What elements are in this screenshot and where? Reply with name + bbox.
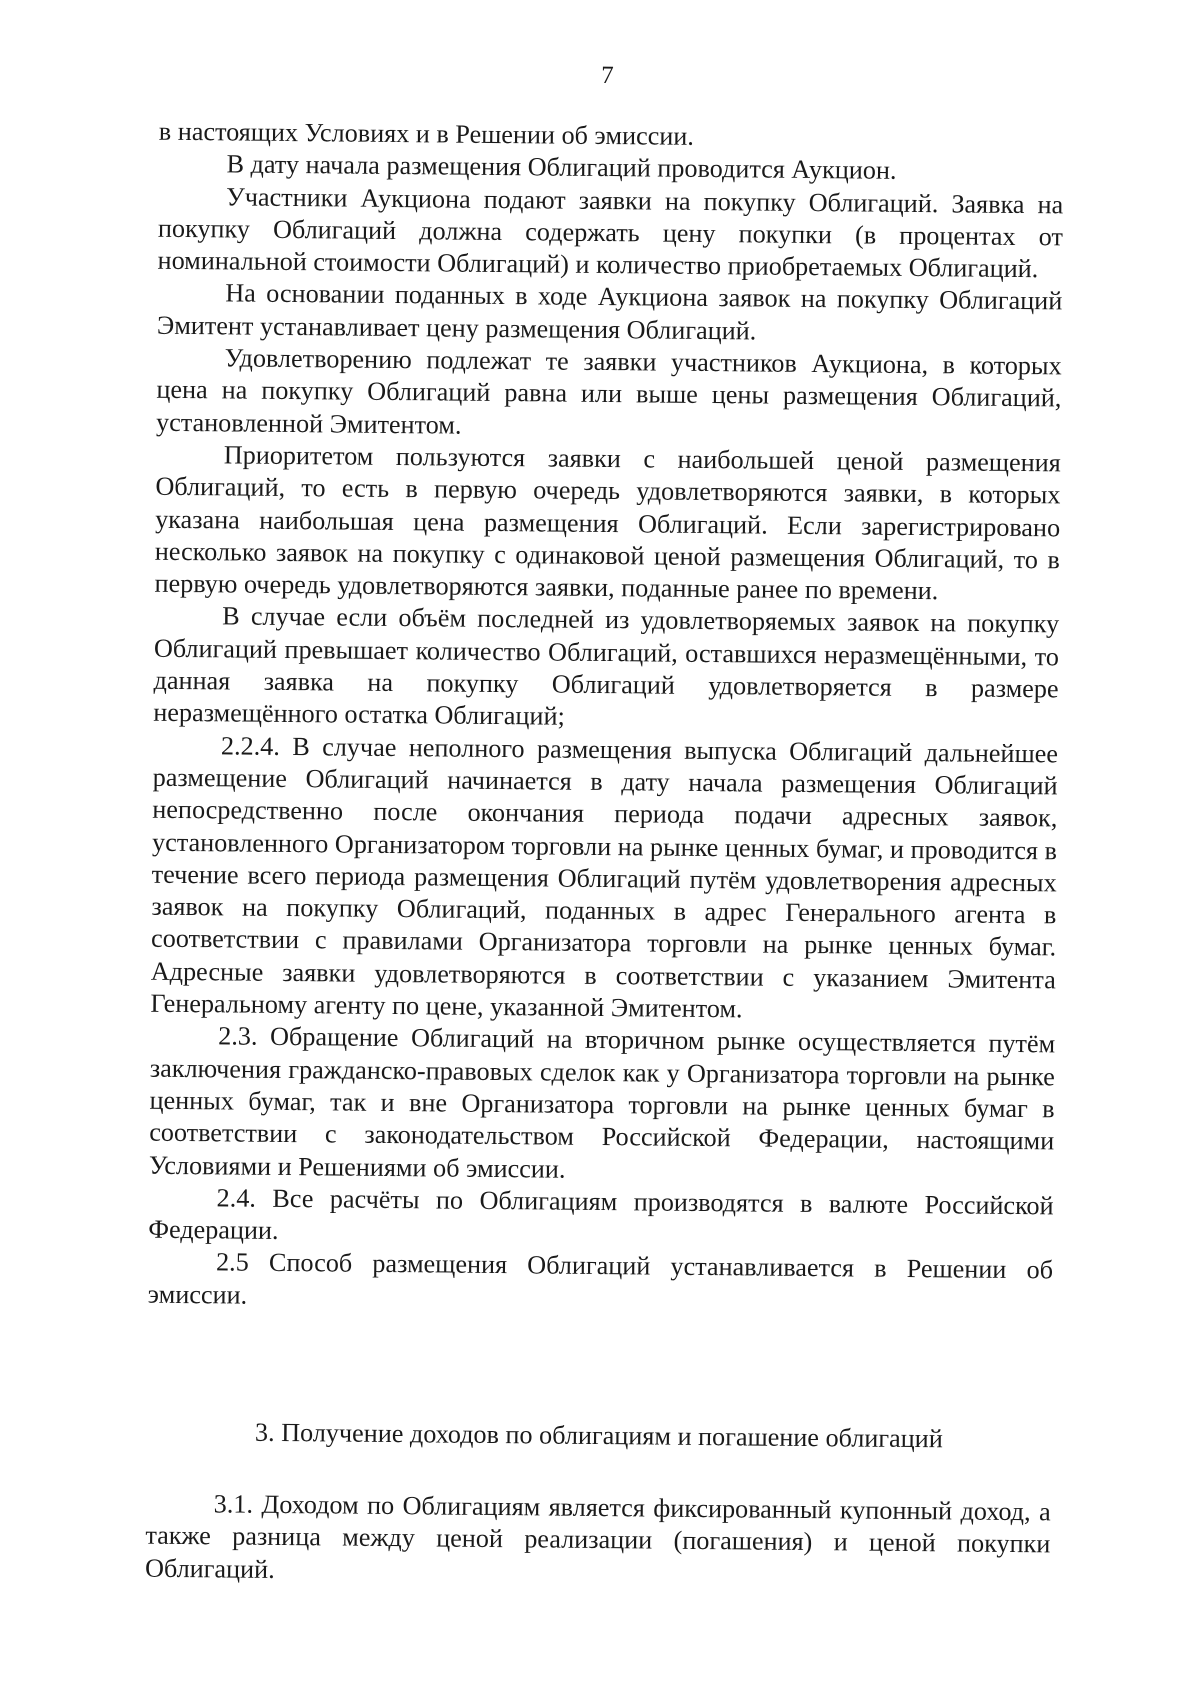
paragraph: В случае если объём последней из удовлетворяемых заявок на покупку Облигаций превышает количество Облигаций, оставшихся неразмещёнными, то данная заявка на покупку Облигаций удовлетворяется в размере неразмещённого остатка Облигаций; bbox=[153, 601, 1060, 731]
paragraph: 2.4. Все расчёты по Облигациям производятся в валюте Российской Федерации. bbox=[148, 1183, 1054, 1246]
paragraph: Приоритетом пользуются заявки с наибольшей ценой размещения Облигаций, то есть в первую очередь удовлетворяются заявки, в которых указана наибольшая цена размещения Облигаций. Если зарегистрировано несколько заявок на покупку с одинаковой ценой размещения Облигаций, то в первую очередь удовлетворяются заявки, поданные ранее по времени. bbox=[154, 440, 1061, 606]
paragraph: На основании поданных в ходе Аукциона заявок на покупку Облигаций Эмитент устанавливает цену размещения Облигаций. bbox=[156, 278, 1063, 346]
section-body bbox=[145, 1488, 1051, 1594]
paragraph: 2.2.4. В случае неполного размещения выпуска Облигаций дальнейшее размещение Облигаций начинается в дату начала размещения Облигаций непосредственно после окончания периода подачи адресных заявок, установленного Организатором торговли на рынке ценных бумаг, и проводится в течение всего периода размещения Облигаций путём удовлетворения адресных заявок на покупку Облигаций, поданных в адрес Генерального агента в соответствии с правилами Организатора торговли на рынке ценных бумаг. Адресные заявки удовлетворяются в соответствии с указанием Эмитента Генеральному агенту по цене, указанной Эмитентом. bbox=[150, 730, 1059, 1024]
paragraph: Участники Аукциона подают заявки на покупку Облигаций. Заявка на покупку Облигаций должна содержать цену покупки (в процентах от номинальной стоимости Облигаций) и количество приобретаемых Облигаций. bbox=[157, 181, 1064, 284]
paragraph: Удовлетворению подлежат те заявки участников Аукциона, в которых цена на покупку Облигаций равна или выше цены размещения Облигаций, установленной Эмитентом. bbox=[155, 343, 1062, 440]
paragraph: в настоящих Условиях и в Решении об эмиссии. bbox=[158, 116, 695, 151]
document-body bbox=[148, 116, 1064, 1320]
section-heading: 3. Получение доходов по облигациям и погашение облигаций bbox=[254, 1417, 943, 1454]
paragraph: В дату начала размещения Облигаций проводится Аукцион. bbox=[226, 149, 897, 186]
paragraph: 2.5 Способ размещения Облигаций устанавливается в Решении об эмиссии. bbox=[147, 1247, 1054, 1310]
page-number: 7 bbox=[601, 61, 614, 90]
paragraph: 2.3. Обращение Облигаций на вторичном рынке осуществляется путём заключения гражданско-правовых сделок как у Организатора торговли на рынке ценных бумаг, так и вне Организатора торговли на рынке ценных бумаг в соответствии с законодательством Российской Федерации, настоящими Условиями и Решениями об эмиссии. bbox=[148, 1021, 1056, 1184]
paragraph: 3.1. Доходом по Облигациям является фиксированный купонный доход, а также разница между ценой реализации (погашения) и ценой покупки Облигаций. bbox=[144, 1489, 1051, 1584]
